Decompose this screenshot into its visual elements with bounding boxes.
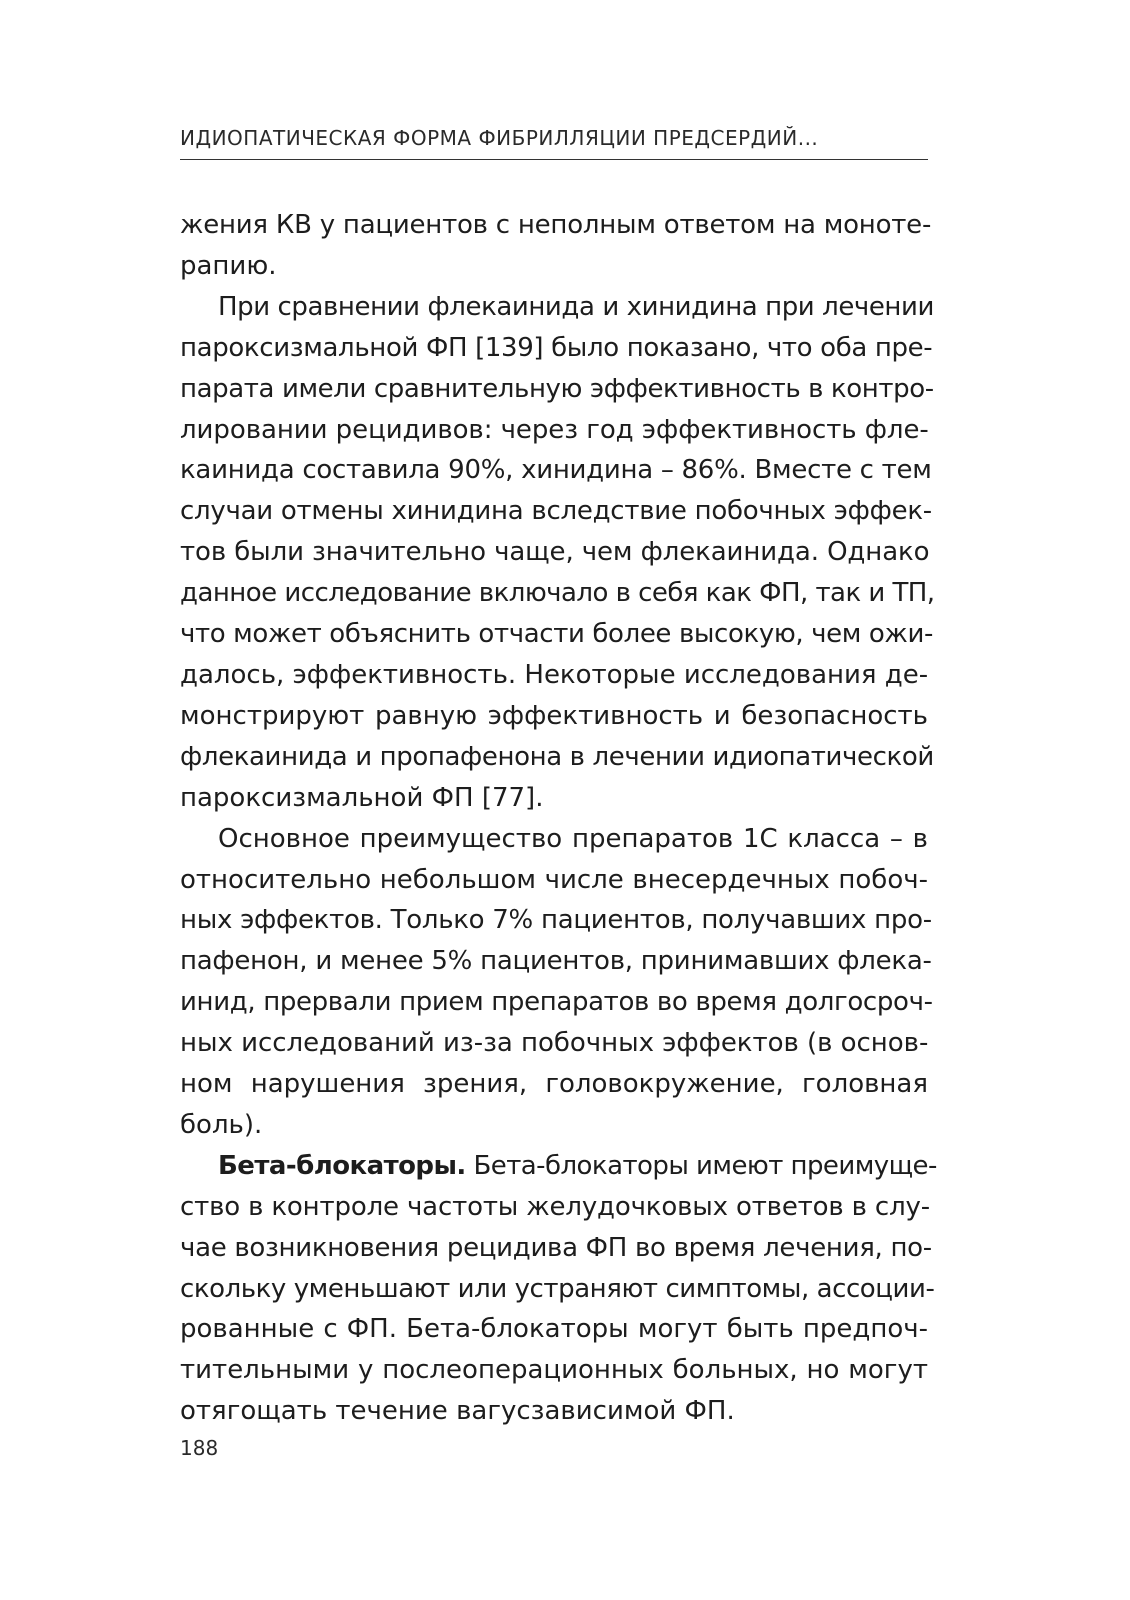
text-line: каинида составила 90%, хинидина – 86%. Вместе с тем	[180, 455, 932, 486]
header-rule	[180, 159, 928, 160]
text-line: лировании рецидивов: через год эффективность фле-	[180, 414, 929, 445]
text-line: монстрируют равную эффективность и безопасность	[180, 700, 928, 731]
text-line: пафенон, и менее 5% пациентов, принимавших флека-	[180, 946, 932, 977]
text-line: данное исследование включало в себя как ФП, так и ТП,	[180, 578, 935, 609]
text-line: что может объяснить отчасти более высокую, чем ожи-	[180, 619, 933, 650]
text-line	[180, 1146, 937, 1187]
text-line: пароксизмальной ФП [77].	[180, 782, 544, 813]
text-line: жения КВ у пациентов с неполным ответом на моноте-	[180, 210, 932, 240]
text-line: далось, эффективность. Некоторые исследования де-	[180, 659, 929, 690]
running-head: ИДИОПАТИЧЕСКАЯ ФОРМА ФИБРИЛЛЯЦИИ ПРЕДСЕРДИЙ...	[180, 126, 819, 150]
text-line: парата имели сравнительную эффективность в контро-	[180, 373, 934, 404]
text-line: отягощать течение вагусзависимой ФП.	[180, 1396, 735, 1427]
text-line: чае возникновения рецидива ФП во время лечения, по-	[180, 1232, 932, 1263]
text-line: рапию.	[180, 250, 277, 281]
text-line: скольку уменьшают или устраняют симптомы, ассоции-	[180, 1273, 935, 1304]
text-line: инид, прервали прием препаратов во время долгосроч-	[180, 987, 933, 1018]
text-line: При сравнении флекаинида и хинидина при лечении	[218, 291, 934, 322]
page-number: 188	[180, 1436, 219, 1460]
text-line: боль).	[180, 1109, 263, 1140]
text-line: относительно небольшом числе внесердечных побоч-	[180, 864, 928, 895]
paragraph-2	[180, 287, 935, 819]
text-line: ных исследований из-за побочных эффектов (в основ-	[180, 1028, 929, 1059]
text-run: Бета-блокаторы имеют преимуще-	[465, 1150, 937, 1181]
body-text	[180, 205, 937, 1432]
text-line: рованные с ФП. Бета-блокаторы могут быть предпоч-	[180, 1314, 928, 1345]
text-line: Основное преимущество препаратов 1С класса – в	[218, 823, 928, 854]
paragraph-1	[180, 205, 932, 287]
text-line: тов были значительно чаще, чем флекаинида. Однако	[180, 537, 930, 568]
text-line: флекаинида и пропафенона в лечении идиопатической	[180, 741, 934, 772]
paragraph-3	[180, 819, 933, 1146]
text-line: ных эффектов. Только 7% пациентов, получавших про-	[180, 905, 932, 936]
paragraph-4	[180, 1146, 937, 1432]
text-line: случаи отмены хинидина вследствие побочных эффек-	[180, 496, 932, 527]
text-line: пароксизмальной ФП [139] было показано, что оба пре-	[180, 332, 933, 363]
text-line: ном нарушения зрения, головокружение, головная	[180, 1069, 928, 1100]
section-run-in-heading: Бета-блокаторы.	[218, 1150, 466, 1181]
text-line: тительными у послеоперационных больных, но могут	[180, 1355, 928, 1386]
text-line: ство в контроле частоты желудочковых ответов в слу-	[180, 1191, 930, 1222]
